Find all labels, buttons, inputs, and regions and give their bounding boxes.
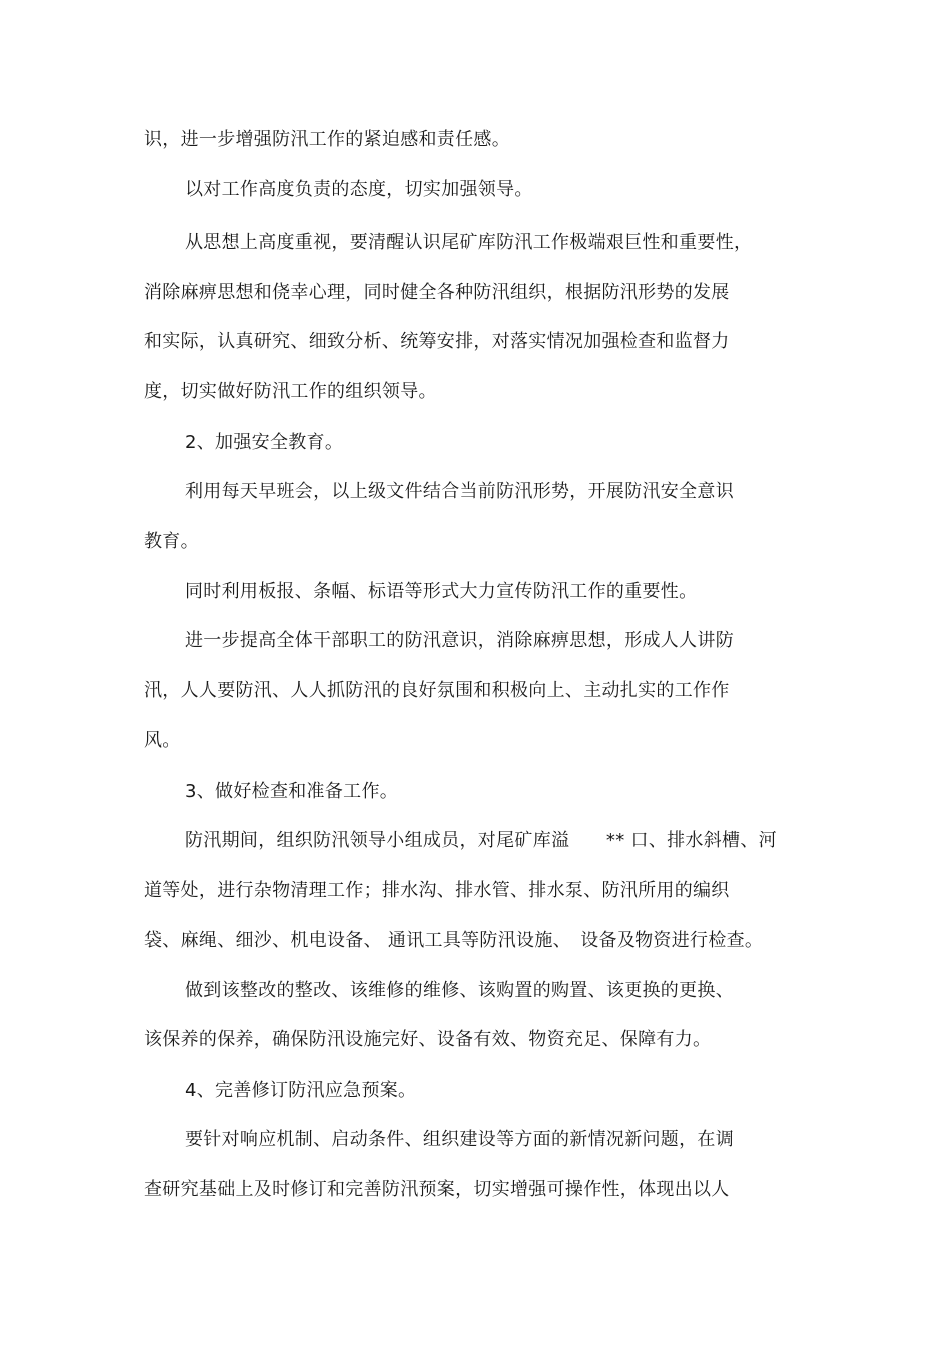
text-line: 以对工作高度负责的态度，切实加强领导。 [185,179,533,200]
section-heading: 4、完善修订防汛应急预案。 [185,1080,417,1101]
text-line: 汛，人人要防汛、人人抓防汛的良好氛围和积极向上、主动扎实的工作作 [144,680,730,701]
text-line: 识，进一步增强防汛工作的紧迫感和责任感。 [144,129,510,150]
text-line: 消除麻痹思想和侥幸心理，同时健全各种防汛组织，根据防汛形势的发展 [144,282,730,303]
text-line: 要针对响应机制、启动条件、组织建设等方面的新情况新问题，在调 [185,1129,734,1150]
text-line: 和实际，认真研究、细致分析、统筹安排，对落实情况加强检查和监督力 [144,331,730,352]
text-line: 度，切实做好防汛工作的组织领导。 [144,381,437,402]
text-line: 袋、麻绳、细沙、机电设备、 通讯工具等防汛设施、 设备及物资进行检查。 [144,930,764,951]
text-line: 防汛期间，组织防汛领导小组成员，对尾矿库溢 ** 口、排水斜槽、河 [185,830,777,851]
text-line: 同时利用板报、条幅、标语等形式大力宣传防汛工作的重要性。 [185,581,698,602]
text-line: 风。 [144,730,181,751]
text-line: 该保养的保养，确保防汛设施完好、设备有效、物资充足、保障有力。 [144,1029,712,1050]
text-line: 道等处，进行杂物清理工作；排水沟、排水管、排水泵、防汛所用的编织 [144,880,730,901]
text-line: 利用每天早班会，以上级文件结合当前防汛形势，开展防汛安全意识 [185,481,734,502]
text-line: 教育。 [144,531,199,552]
text-line: 查研究基础上及时修订和完善防汛预案，切实增强可操作性，体现出以人 [144,1179,730,1200]
text-line: 做到该整改的整改、该维修的维修、该购置的购置、该更换的更换、 [185,980,734,1001]
section-heading: 2、加强安全教育。 [185,432,344,453]
text-line: 从思想上高度重视，要清醒认识尾矿库防汛工作极端艰巨性和重要性， [185,232,753,253]
section-heading: 3、做好检查和准备工作。 [185,781,399,802]
text-line: 进一步提高全体干部职工的防汛意识，消除麻痹思想，形成人人讲防 [185,630,734,651]
